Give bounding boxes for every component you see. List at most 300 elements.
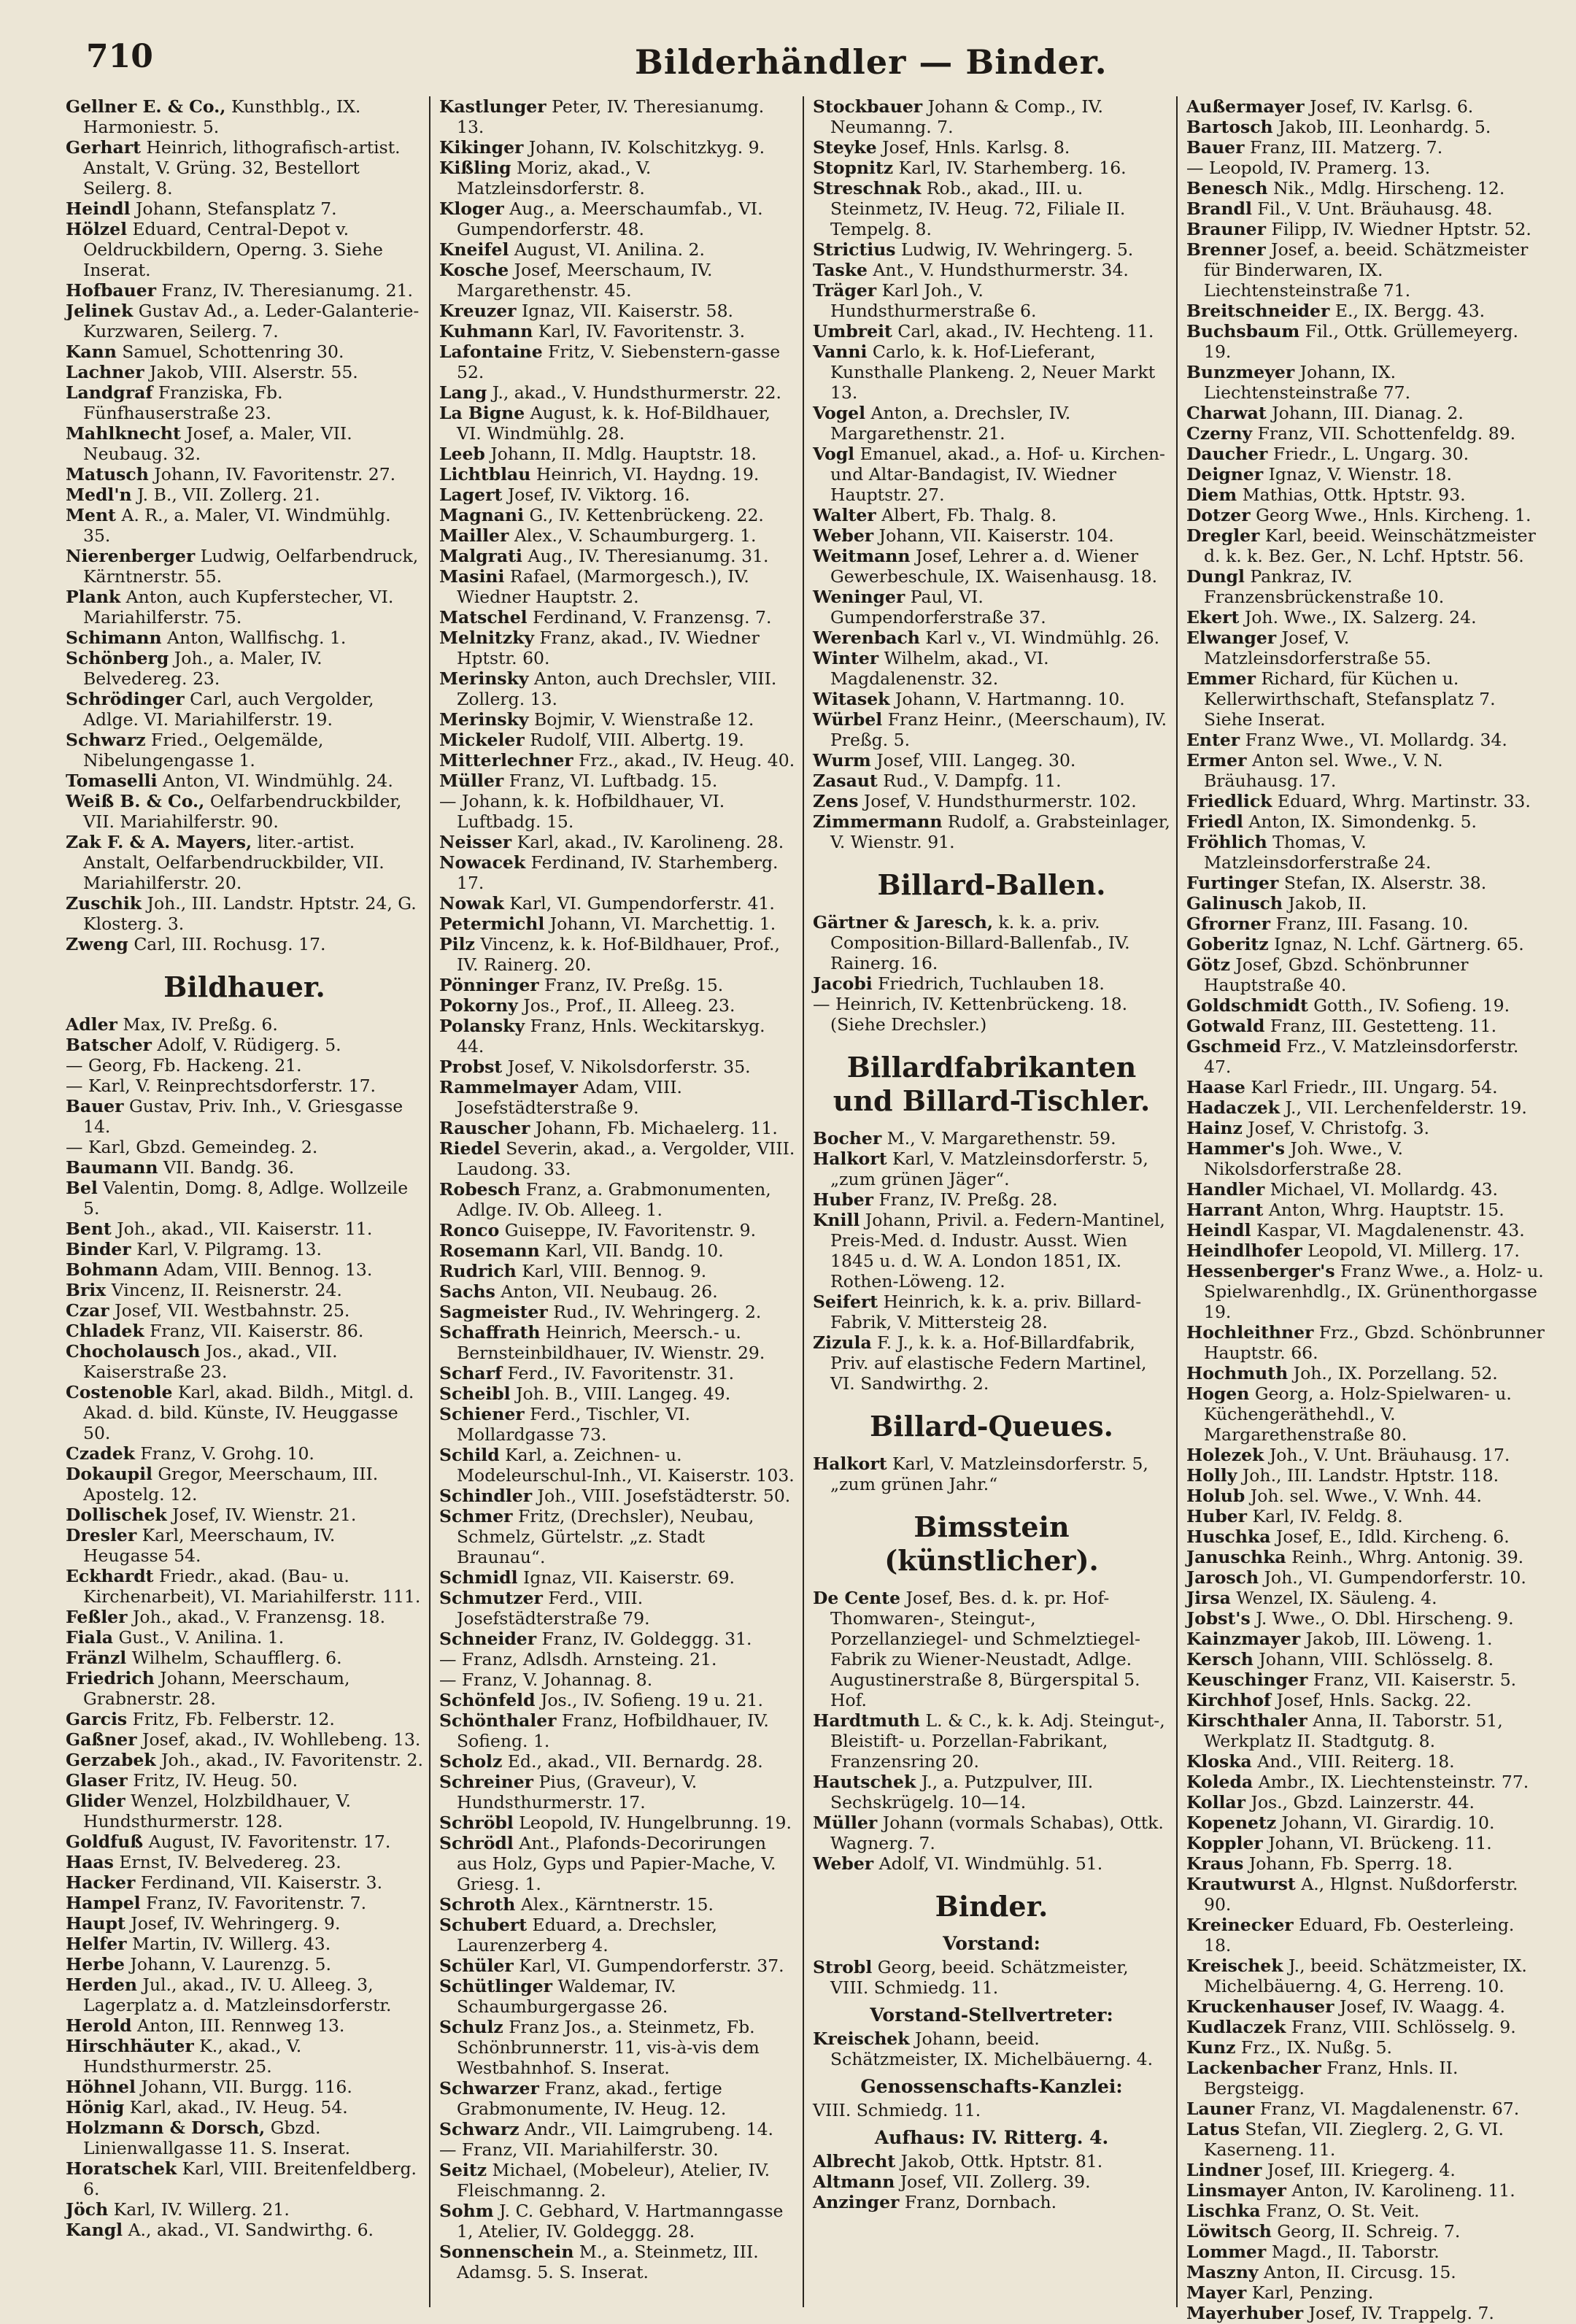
entry-details: Ferd., IV. Favoritenstr. 31. xyxy=(502,1363,735,1383)
entry-details: Franz, IV. Goldeggg. 31. xyxy=(536,1629,752,1649)
entry-details: Alex., V. Schaumburgerg. 1. xyxy=(509,525,757,546)
entry-name: Maszny xyxy=(1186,2262,1259,2282)
directory-entry xyxy=(813,1210,1170,1292)
directory-entry xyxy=(439,1772,797,1813)
entry-details: August, VI. Anilina. 2. xyxy=(509,239,705,260)
entry-details: Josef, Bes. d. k. pr. Hof-Thomwaren-, Steingut-, Porzellanziegel- und Schmelztiegel-Fabrik zu Wiener-Neustadt, Adlge. Augustinerstraße 8, Bürgerspital 5. Hof. xyxy=(830,1588,1140,1710)
entry-name: Schönfeld xyxy=(439,1690,536,1710)
column-1 xyxy=(57,96,430,2307)
directory-entry xyxy=(1186,730,1545,750)
entry-name: Seifert xyxy=(813,1292,878,1312)
directory-entry xyxy=(66,934,423,954)
entry-name: Goldfuß xyxy=(66,1831,144,1852)
directory-entry xyxy=(439,1649,797,1669)
entry-name: Schütlinger xyxy=(439,1976,553,1996)
entry-name: Harrant xyxy=(1186,1200,1264,1220)
directory-entry xyxy=(439,198,797,239)
directory-entry xyxy=(66,546,423,587)
directory-entry xyxy=(439,341,797,382)
directory-entry xyxy=(439,975,797,995)
entry-details: Albert, Fb. Thalg. 8. xyxy=(876,505,1057,525)
directory-entry xyxy=(1186,137,1545,158)
directory-entry xyxy=(439,96,797,137)
entry-details: Jakob, III. Leonhardg. 5. xyxy=(1272,117,1491,137)
entry-name: Glaser xyxy=(66,1770,128,1791)
entry-name: Kloger xyxy=(439,198,504,219)
entry-name: Bocher xyxy=(813,1128,882,1149)
entry-name: Jobst's xyxy=(1186,1608,1251,1629)
entry-name: Jarosch xyxy=(1186,1567,1259,1588)
entry-details: Gregor, Meerschaum, III. Apostelg. 12. xyxy=(83,1464,379,1505)
directory-entry xyxy=(1186,1363,1545,1383)
entry-name: Müller xyxy=(439,771,504,791)
entry-details: Anna, II. Taborstr. 51, Werkplatz II. Stadtgutg. 8. xyxy=(1204,1710,1503,1751)
entry-name: Schaffrath xyxy=(439,1322,541,1343)
directory-entry xyxy=(1186,2037,1545,2058)
entry-name: Hacker xyxy=(66,1872,136,1893)
entry-name: Koppler xyxy=(1186,1833,1263,1853)
entry-name: Rauscher xyxy=(439,1118,530,1138)
directory-entry xyxy=(439,1179,797,1220)
directory-entry xyxy=(66,1852,423,1872)
entry-details: Josef, E., Idld. Kircheng. 6. xyxy=(1270,1526,1510,1547)
entry-name: Schubert xyxy=(439,1915,528,1935)
directory-entry xyxy=(66,1137,423,1157)
directory-entry xyxy=(813,1772,1170,1813)
entry-name: Kuhmann xyxy=(439,321,533,341)
entry-details: Anton sel. Wwe., V. N. Bräuhausg. 17. xyxy=(1204,750,1443,791)
directory-entry xyxy=(439,2119,797,2139)
directory-entry xyxy=(1186,2017,1545,2037)
directory-entry xyxy=(439,566,797,607)
directory-entry xyxy=(66,2220,423,2240)
entry-name: Gärtner & Jaresch, xyxy=(813,912,994,933)
entry-name: Gfrorner xyxy=(1186,914,1271,934)
entry-name: Kainzmayer xyxy=(1186,1629,1301,1649)
directory-entry xyxy=(439,301,797,321)
entry-name: Friedlick xyxy=(1186,791,1272,811)
entry-name: Zens xyxy=(813,791,859,811)
entry-name: Lackenbacher xyxy=(1186,2058,1321,2078)
entry-details: Franz, a. Grabmonumenten, Adlge. IV. Ob. Alleeg. 1. xyxy=(457,1179,771,1220)
entry-name: Czar xyxy=(66,1300,109,1321)
entry-name: Huber xyxy=(813,1189,874,1210)
entry-details: Johann, Fb. Sperrg. 18. xyxy=(1243,1853,1453,1874)
directory-entry xyxy=(1186,1077,1545,1097)
entry-details: Ignaz, V. Wienstr. 18. xyxy=(1263,464,1452,485)
entry-name: Sonnenschein xyxy=(439,2242,574,2262)
entry-details: Joh. sel. Wwe., V. Wnh. 44. xyxy=(1245,1486,1482,1506)
entry-name: De Cente xyxy=(813,1588,901,1608)
entry-name: Scharf xyxy=(439,1363,503,1383)
directory-entry xyxy=(439,1445,797,1486)
section-heading: Bimsstein (künstlicher). xyxy=(884,1510,1099,1577)
directory-entry xyxy=(1186,1956,1545,1996)
directory-entry xyxy=(813,96,1170,137)
directory-entry xyxy=(66,1505,423,1525)
directory-entry xyxy=(1186,362,1545,403)
entry-details: Aug., IV. Theresianumg. 31. xyxy=(522,546,769,566)
directory-entry xyxy=(66,362,423,382)
directory-entry xyxy=(439,1976,797,2017)
directory-entry xyxy=(1186,525,1545,566)
entry-details: Martin, IV. Willerg. 43. xyxy=(126,1934,331,1954)
entry-name: Hampel xyxy=(66,1893,141,1913)
entry-name: Träger xyxy=(813,280,877,301)
directory-entry xyxy=(1186,1567,1545,1588)
entry-details: Michael, (Mobeleur), Atelier, IV. Fleischmanng. 2. xyxy=(457,2160,770,2201)
entry-details: Friedrich, Tuchlauben 18. xyxy=(872,973,1105,994)
entry-details: Johann, Privil. a. Federn-Mantinel, Preis-Med. d. Industr. Ausst. Wien 1845 u. d. W. A. London 1851, IX. Rothen-Löweng. 12. xyxy=(830,1210,1165,1292)
entry-name: Schimann xyxy=(66,628,162,648)
entry-details: Waldemar, IV. Schaumburgergasse 26. xyxy=(457,1976,676,2017)
entry-details: Ernst, IV. Belvedereg. 23. xyxy=(113,1852,341,1872)
entry-details: G., IV. Kettenbrückeng. 22. xyxy=(524,505,764,525)
entry-name: Herden xyxy=(66,1974,138,1995)
directory-entry xyxy=(439,444,797,464)
directory-entry xyxy=(1186,2262,1545,2282)
entry-details: Kunsthblg., IX. Harmoniestr. 5. xyxy=(83,96,361,137)
entry-details: Georg, II. Schreig. 7. xyxy=(1271,2221,1461,2242)
entry-name: Holezek xyxy=(1186,1445,1264,1465)
entry-details: Johann, VIII. Schlösselg. 8. xyxy=(1253,1649,1494,1669)
directory-entry xyxy=(813,2171,1170,2192)
entry-details: Karl, akad., IV. Heug. 54. xyxy=(124,2097,348,2118)
entry-name: Wurm xyxy=(813,750,871,771)
directory-entry xyxy=(66,1709,423,1729)
entry-details: A. R., a. Maler, VI. Windmühlg. 35. xyxy=(83,505,391,546)
entry-details: Ant., V. Hundsthurmerstr. 34. xyxy=(867,260,1129,280)
entry-name: Kneifel xyxy=(439,239,509,260)
entry-details: Pankraz, IV. Franzensbrückenstraße 10. xyxy=(1204,566,1445,607)
entry-name: Holub xyxy=(1186,1486,1245,1506)
entry-name: Matschel xyxy=(439,607,528,628)
entry-details: Johann, VI. Brückeng. 11. xyxy=(1262,1833,1492,1853)
entry-name: Lindner xyxy=(1186,2160,1262,2180)
section-heading: Billard-Queues. xyxy=(870,1410,1113,1443)
entry-name: Mahlknecht xyxy=(66,423,181,444)
entry-details: Ed., akad., VII. Bernardg. 28. xyxy=(502,1751,763,1772)
entry-details: Adolf, VI. Windmühlg. 51. xyxy=(873,1853,1103,1874)
directory-entry xyxy=(439,2017,797,2078)
entry-details: J., beeid. Schätzmeister, IX. Michelbäuerng. 4, G. Herreng. 10. xyxy=(1204,1956,1527,1996)
directory-entry xyxy=(813,158,1170,178)
entry-name: Anzinger xyxy=(813,2192,900,2212)
directory-entry xyxy=(66,1893,423,1913)
entry-details: Johann, VII. Burgg. 116. xyxy=(135,2077,352,2097)
directory-entry xyxy=(1186,1874,1545,1915)
entry-details: Anton, auch Drechsler, VIII. Zollerg. 13. xyxy=(457,668,777,709)
entry-details: Fritz, IV. Heug. 50. xyxy=(127,1770,298,1791)
entry-name: Dotzer xyxy=(1186,505,1251,525)
entry-name: Zuschik xyxy=(66,893,142,914)
entry-name: Hautschek xyxy=(813,1772,916,1792)
entry-details: Jakob, VIII. Alserstr. 55. xyxy=(144,362,358,382)
entry-name: Zweng xyxy=(66,934,128,954)
entry-details: Moriz, akad., V. Matzleinsdorferstr. 8. xyxy=(457,158,652,198)
entry-name: Hessenberger's xyxy=(1186,1261,1335,1281)
entry-name: Friedrich xyxy=(66,1668,155,1688)
entry-name: Hirschhäuter xyxy=(66,2036,194,2056)
entry-name: Baumann xyxy=(66,1157,158,1178)
entry-name: Helfer xyxy=(66,1934,127,1954)
directory-entry xyxy=(1186,1261,1545,1322)
directory-entry xyxy=(1186,954,1545,995)
entry-details: Emanuel, akad., a. Hof- u. Kirchen- und Altar-Bandagist, IV. Wiedner Hauptstr. 27. xyxy=(830,444,1165,505)
entry-name: Riedel xyxy=(439,1138,501,1159)
entry-details: Nik., Mdlg. Hirscheng. 12. xyxy=(1267,178,1505,198)
directory-entry xyxy=(1186,301,1545,321)
directory-entry xyxy=(813,1292,1170,1332)
entry-name: Nowak xyxy=(439,893,504,914)
entry-details: Johann, Fb. Michaelerg. 11. xyxy=(530,1118,778,1138)
directory-entry xyxy=(1186,1016,1545,1036)
directory-entry xyxy=(1186,1669,1545,1690)
entry-details: Vincenz, II. Reisnerstr. 24. xyxy=(106,1280,342,1300)
entry-name: Witasek xyxy=(813,689,890,709)
entry-details: VII. Bandg. 36. xyxy=(158,1157,295,1178)
entry-name: Gerzabek xyxy=(66,1750,156,1770)
entry-name: Dollischek xyxy=(66,1505,167,1525)
entry-details: Friedr., akad. (Bau- u. Kirchenarbeit), VI. Mariahilferstr. 111. xyxy=(83,1566,421,1607)
entry-name: Keuschinger xyxy=(1186,1669,1308,1690)
entry-details: Ignaz, N. Lchf. Gärtnerg. 65. xyxy=(1268,934,1524,954)
directory-entry xyxy=(439,464,797,485)
entry-details: Josef, Hnls. Sackg. 22. xyxy=(1271,1690,1472,1710)
entry-name: Kirchhof xyxy=(1186,1690,1271,1710)
entry-details: Johann, IV. Favoritenstr. 27. xyxy=(148,464,396,485)
subheading: Vorstand: xyxy=(943,1933,1040,1954)
entry-name: Sachs xyxy=(439,1281,495,1302)
entry-name: Merinsky xyxy=(439,709,529,730)
entry-details: Franz, IV. Favoritenstr. 7. xyxy=(140,1893,367,1913)
entry-name: Herbe xyxy=(66,1954,125,1974)
entry-details: — Franz, Adlsdh. Arnsteing. 21. xyxy=(439,1649,717,1669)
entry-name: Hochmuth xyxy=(1186,1363,1289,1383)
directory-entry xyxy=(66,1239,423,1259)
entry-details: Heinrich, lithografisch-artist. Anstalt, V. Grüng. 32, Bestellort Seilerg. 8. xyxy=(83,137,401,198)
directory-entry xyxy=(439,239,797,260)
column-4 xyxy=(1178,96,1551,2323)
entry-details: Carl, III. Rochusg. 17. xyxy=(128,934,326,954)
directory-entry xyxy=(1186,1629,1545,1649)
entry-name: Goldschmidt xyxy=(1186,995,1308,1016)
directory-entry xyxy=(1186,1588,1545,1608)
entry-name: Schmutzer xyxy=(439,1588,543,1608)
entry-details: Franz, VII. Kaiserstr. 5. xyxy=(1307,1669,1517,1690)
directory-entry xyxy=(66,730,423,771)
entry-name: Friedl xyxy=(1186,811,1243,832)
entry-details: Fritz, V. Siebenstern-gasse 52. xyxy=(457,341,781,382)
entry-name: Masini xyxy=(439,566,505,587)
entry-name: Gellner E. & Co., xyxy=(66,96,226,117)
directory-entry xyxy=(1186,2303,1545,2323)
directory-entry xyxy=(66,1178,423,1219)
entry-name: Chocholausch xyxy=(66,1341,201,1362)
entry-name: Seitz xyxy=(439,2160,487,2180)
directory-entry xyxy=(66,219,423,280)
entry-name: Czerny xyxy=(1186,423,1253,444)
entry-name: Rosemann xyxy=(439,1240,540,1261)
entry-name: Huber xyxy=(1186,1506,1248,1526)
entry-name: Vogel xyxy=(813,403,866,423)
directory-entry xyxy=(1186,1792,1545,1813)
entry-name: Brauner xyxy=(1186,219,1266,239)
entry-details: Karl Friedr., III. Ungarg. 54. xyxy=(1245,1077,1498,1097)
entry-name: Brix xyxy=(66,1280,107,1300)
directory-entry xyxy=(66,464,423,485)
entry-details: Josef, Lehrer a. d. Wiener Gewerbeschule, IX. Waisenhausg. 18. xyxy=(830,546,1158,587)
entry-details: Johann, V. Hartmanng. 10. xyxy=(889,689,1125,709)
directory-entry xyxy=(66,1259,423,1280)
directory-entry xyxy=(439,1057,797,1077)
entry-details: Mathias, Ottk. Hptstr. 93. xyxy=(1237,485,1466,505)
entry-name: Werenbach xyxy=(813,628,920,648)
directory-entry xyxy=(66,1729,423,1750)
directory-entry xyxy=(1186,1465,1545,1486)
entry-details: M., a. Steinmetz, III. Adamsg. 5. S. Inserat. xyxy=(457,2242,759,2282)
entry-details: Karl, Penzing. xyxy=(1246,2282,1374,2303)
directory-entry xyxy=(813,321,1170,341)
entry-details: Rafael, (Marmorgesch.), IV. Wiedner Hauptstr. 2. xyxy=(457,566,749,607)
directory-entry xyxy=(1186,995,1545,1016)
entry-details: Franz, III. Fasang. 10. xyxy=(1270,914,1469,934)
directory-entry xyxy=(439,628,797,668)
entry-name: Linsmayer xyxy=(1186,2180,1286,2201)
entry-details: Anton, VII. Neubaug. 26. xyxy=(495,1281,718,1302)
entry-name: Heindlhofer xyxy=(1186,1240,1302,1261)
entry-name: Ermer xyxy=(1186,750,1247,771)
entry-details: Rudolf, VIII. Albertg. 19. xyxy=(524,730,744,750)
directory-entry xyxy=(1186,1486,1545,1506)
directory-entry xyxy=(439,1567,797,1588)
directory-entry xyxy=(66,2077,423,2097)
directory-entry xyxy=(1186,1751,1545,1772)
directory-entry xyxy=(439,1077,797,1118)
entry-details: Guiseppe, IV. Favoritenstr. 9. xyxy=(499,1220,757,1240)
directory-entry xyxy=(1186,914,1545,934)
entry-details: Anton, IV. Karolineng. 11. xyxy=(1286,2180,1515,2201)
entry-details: — Heinrich, IV. Kettenbrückeng. 18. (Siehe Drechsler.) xyxy=(813,994,1128,1035)
directory-entry xyxy=(66,2118,423,2158)
entry-name: Eckhardt xyxy=(66,1566,154,1586)
entry-name: Halkort xyxy=(813,1149,887,1169)
directory-entry xyxy=(813,546,1170,587)
directory-entry xyxy=(1186,1526,1545,1547)
entry-name: Koleda xyxy=(1186,1772,1254,1792)
entry-details: Josef, III. Kriegerg. 4. xyxy=(1262,2160,1456,2180)
directory-entry xyxy=(1186,1772,1545,1792)
entry-name: Kopenetz xyxy=(1186,1813,1277,1833)
entry-name: Weiß B. & Co., xyxy=(66,791,205,811)
directory-entry xyxy=(439,505,797,525)
entry-name: Kraus xyxy=(1186,1853,1244,1874)
entry-name: Halkort xyxy=(813,1454,887,1474)
entry-details: Jul., akad., IV. U. Alleeg. 3, Lagerplatz a. d. Matzleinsdorferstr. xyxy=(83,1974,392,2015)
entry-details: Joh., akad., V. Franzensg. 18. xyxy=(127,1607,386,1627)
entry-details: Vincenz, k. k. Hof-Bildhauer, Prof., IV. Rainerg. 20. xyxy=(457,934,780,975)
entry-name: Hochleithner xyxy=(1186,1322,1314,1343)
entry-name: Strobl xyxy=(813,1957,873,1977)
directory-entry xyxy=(1186,2242,1545,2262)
directory-entry xyxy=(66,423,423,464)
entry-details: Karl, VI. Gumpendorferstr. 37. xyxy=(513,1956,784,1976)
directory-entry xyxy=(66,1607,423,1627)
subheading: Aufhaus: IV. Ritterg. 4. xyxy=(874,2127,1109,2148)
directory-entry xyxy=(813,2028,1170,2069)
directory-entry xyxy=(1186,1220,1545,1240)
directory-entry xyxy=(1186,1608,1545,1629)
entry-name: Kreinecker xyxy=(1186,1915,1294,1935)
directory-entry xyxy=(439,1710,797,1751)
directory-entry xyxy=(66,1770,423,1791)
entry-details: Franz, IV. Preßg. 15. xyxy=(538,975,724,995)
entry-name: Heindl xyxy=(66,198,131,219)
entry-details: Thomas, V. Matzleinsdorferstraße 24. xyxy=(1204,832,1432,873)
directory-entry xyxy=(813,280,1170,321)
entry-details: Karl Joh., V. Hundsthurmerstraße 6. xyxy=(830,280,1037,321)
directory-entry xyxy=(813,1149,1170,1189)
entry-name: Pilz xyxy=(439,934,475,954)
directory-entry xyxy=(66,1014,423,1035)
entry-details: — Franz, VII. Mariahilferstr. 30. xyxy=(439,2139,719,2160)
entry-name: Lagert xyxy=(439,485,503,505)
directory-entry xyxy=(439,668,797,709)
directory-entry xyxy=(66,1566,423,1607)
entry-details: Karl, IV. Starhemberg. 16. xyxy=(893,158,1127,178)
directory-entry xyxy=(1186,403,1545,423)
directory-entry xyxy=(66,1443,423,1464)
entry-details: Rob., akad., III. u. Steinmetz, IV. Heug. 72, Filiale II. Tempelg. 8. xyxy=(830,178,1126,239)
entry-details: Karl, V. Matzleinsdorferstr. 5, „zum grünen Jäger“. xyxy=(830,1149,1148,1189)
entry-name: Benesch xyxy=(1186,178,1268,198)
entry-details: Jos., Prof., II. Alleeg. 23. xyxy=(517,995,735,1016)
directory-entry xyxy=(66,1525,423,1566)
directory-entry xyxy=(1186,96,1545,117)
entry-name: Schroth xyxy=(439,1894,516,1915)
entry-details: Johann, Meerschaum, Grabnerstr. 28. xyxy=(83,1668,350,1709)
directory-entry xyxy=(66,1321,423,1341)
directory-entry xyxy=(1186,2201,1545,2221)
entry-name: Zimmermann xyxy=(813,811,943,832)
column-3 xyxy=(804,96,1178,2307)
entry-details: Oelfarbendruckbilder, VII. Mariahilferstr. 90. xyxy=(83,791,402,832)
entry-details: Karl, beeid. Weinschätzmeister d. k. k. Bez. Ger., N. Lchf. Hptstr. 56. xyxy=(1204,525,1536,566)
entry-name: Kollar xyxy=(1186,1792,1246,1813)
directory-entry xyxy=(1186,791,1545,811)
entry-details: Adam, VIII. Bennog. 13. xyxy=(158,1259,373,1280)
entry-name: Schwarzer xyxy=(439,2078,539,2099)
directory-entry xyxy=(439,1118,797,1138)
entry-details: Frz., V. Matzleinsdorferstr. 47. xyxy=(1204,1036,1519,1077)
entry-details: Josef, V. Christofg. 3. xyxy=(1242,1118,1430,1138)
entry-name: Streschnak xyxy=(813,178,922,198)
entry-details: J., akad., V. Hundsthurmerstr. 22. xyxy=(487,382,781,403)
entry-details: Josef, a. beeid. Schätzmeister für Binderwaren, IX. Liechtensteinstraße 71. xyxy=(1204,239,1529,301)
entry-name: Götz xyxy=(1186,954,1230,975)
directory-entry xyxy=(1186,1710,1545,1751)
entry-name: Nierenberger xyxy=(66,546,196,566)
entry-name: Bel xyxy=(66,1178,98,1198)
directory-entry xyxy=(66,1219,423,1239)
entry-name: Robesch xyxy=(439,1179,521,1200)
entry-details: F. J., k. k. a. Hof-Billardfabrik, Priv. auf elastische Federn Martinel, VI. Sandwirthg. 2. xyxy=(830,1332,1147,1394)
entry-name: Bohmann xyxy=(66,1259,158,1280)
entry-name: Gotwald xyxy=(1186,1016,1265,1036)
directory-entry xyxy=(66,771,423,791)
entry-name: Goberitz xyxy=(1186,934,1269,954)
entry-name: Kangl xyxy=(66,2220,123,2240)
